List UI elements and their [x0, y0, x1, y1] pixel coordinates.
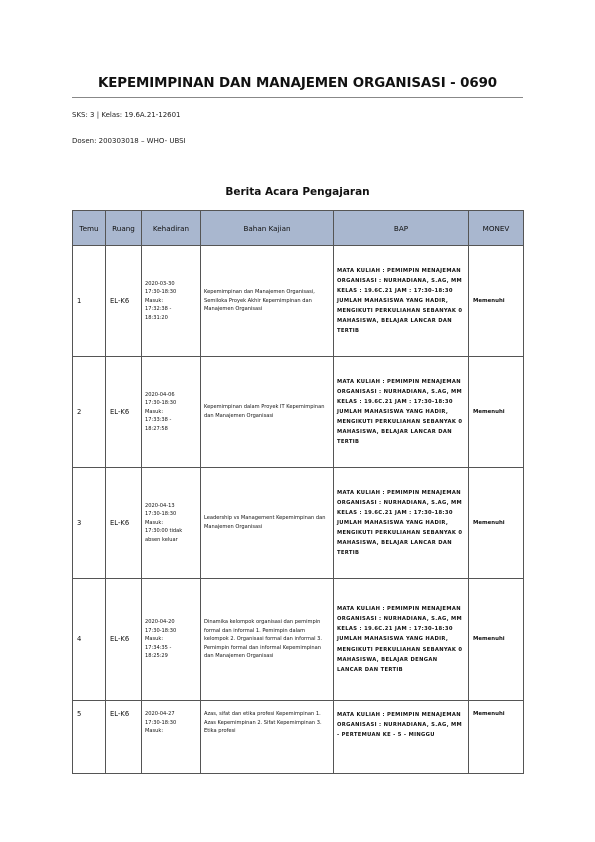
cell-ruang: EL-K6 [106, 468, 142, 579]
cell-kehadiran: 2020-03-30 17:30-18:30 Masuk: 17:32:38 - 18:31:20 [142, 246, 201, 357]
table-row [73, 357, 524, 468]
title-divider [72, 97, 523, 98]
cell-ruang: EL-K6 [106, 579, 142, 701]
cell-bap: MATA KULIAH : PEMIMPIN MENAJEMAN ORGANISASI : NURHADIANA, S.AG, MM KELAS : 19.6C.21 JAM : 17:30-18:30 JUMLAH MAHASISWA YANG HADIR, MENGIKUTI PERKULIAHAN SEBANYAK 0 MAHASISWA, BELAJAR LANCAR DAN TERTIB [334, 246, 469, 357]
cell-bahan-kajian: Kepemimpinan dan Manajemen Organisasi, Semiloka Proyek Akhir Kepemimpinan dan Manajemen Organisasi [201, 246, 334, 357]
table-header-row [73, 211, 524, 246]
header-monev: MONEV [469, 211, 524, 246]
cell-temu: 2 [73, 357, 106, 468]
cell-kehadiran: 2020-04-20 17:30-18:30 Masuk: 17:34:35 - 18:25:29 [142, 579, 201, 701]
header-temu: Temu [73, 211, 106, 246]
lecturer-meta: Dosen: 200303018 – WHO- UBSI [72, 137, 186, 145]
cell-bap: MATA KULIAH : PEMIMPIN MENAJEMAN ORGANISASI : NURHADIANA, S.AG, MM KELAS : 19.6C.21 JAM : 17:30-18:30 JUMLAH MAHASISWA YANG HADIR, MENGIKUTI PERKULIAHAN SEBANYAK 0 MAHASISWA, BELAJAR DENGAN LANCAR DAN TERTIB [334, 579, 469, 701]
cell-kehadiran: 2020-04-27 17:30-18:30 Masuk: [142, 701, 201, 774]
teaching-report-table [72, 210, 524, 774]
cell-ruang: EL-K6 [106, 357, 142, 468]
cell-ruang: EL-K6 [106, 246, 142, 357]
cell-kehadiran: 2020-04-13 17:30-18:30 Masuk: 17:30:00 tidak absen keluar [142, 468, 201, 579]
cell-bahan-kajian: Leadership vs Management Kepemimpinan dan Manajemen Organisasi [201, 468, 334, 579]
cell-bap: MATA KULIAH : PEMIMPIN MENAJEMAN ORGANISASI : NURHADIANA, S.AG, MM KELAS : 19.6C.21 JAM : 17:30-18:30 JUMLAH MAHASISWA YANG HADIR, MENGIKUTI PERKULIAHAN SEBANYAK 0 MAHASISWA, BELAJAR LANCAR DAN TERTIB [334, 468, 469, 579]
table-row [73, 246, 524, 357]
section-title: Berita Acara Pengajaran [225, 186, 370, 198]
header-bahan-kajian: Bahan Kajian [201, 211, 334, 246]
cell-kehadiran: 2020-04-06 17:30-18:30 Masuk: 17:33:38 - 18:27:58 [142, 357, 201, 468]
cell-temu: 4 [73, 579, 106, 701]
cell-monev: Memenuhi [469, 701, 524, 774]
cell-bahan-kajian: Kepemimpinan dalam Proyek IT Kepemimpinan dan Manajemen Organisasi [201, 357, 334, 468]
cell-bap: MATA KULIAH : PEMIMPIN MENAJEMAN ORGANISASI : NURHADIANA, S.AG, MM - PERTEMUAN KE - 5 - MINGGU [334, 701, 469, 774]
table-row [73, 468, 524, 579]
table-row [73, 701, 524, 774]
header-ruang: Ruang [106, 211, 142, 246]
table-row [73, 579, 524, 701]
cell-temu: 1 [73, 246, 106, 357]
header-bap: BAP [334, 211, 469, 246]
cell-monev: Memenuhi [469, 246, 524, 357]
cell-temu: 5 [73, 701, 106, 774]
cell-monev: Memenuhi [469, 579, 524, 701]
header-kehadiran: Kehadiran [142, 211, 201, 246]
document-title: KEPEMIMPINAN DAN MANAJEMEN ORGANISASI - 0690 [97, 76, 498, 91]
cell-bahan-kajian: Azas, sifat dan etika profesi Kepemimpinan 1. Azas Kepemimpinan 2. Sifat Kepemimpinan 3. Etika profesi [201, 701, 334, 774]
cell-monev: Memenuhi [469, 468, 524, 579]
cell-ruang: EL-K6 [106, 701, 142, 774]
cell-temu: 3 [73, 468, 106, 579]
course-meta: SKS: 3 | Kelas: 19.6A.21-12601 [72, 111, 181, 119]
cell-monev: Memenuhi [469, 357, 524, 468]
cell-bahan-kajian: Dinamika kelompok organisasi dan pemimpin formal dan informal 1. Pemimpin dalam kelompok 2. Organisasi formal dan informal 3. Pemimpin formal dan informal Kepemimpinan dan Manajemen Organisasi [201, 579, 334, 701]
cell-bap: MATA KULIAH : PEMIMPIN MENAJEMAN ORGANISASI : NURHADIANA, S.AG, MM KELAS : 19.6C.21 JAM : 17:30-18:30 JUMLAH MAHASISWA YANG HADIR, MENGIKUTI PERKULIAHAN SEBANYAK 0 MAHASISWA, BELAJAR LANCAR DAN TERTIB [334, 357, 469, 468]
